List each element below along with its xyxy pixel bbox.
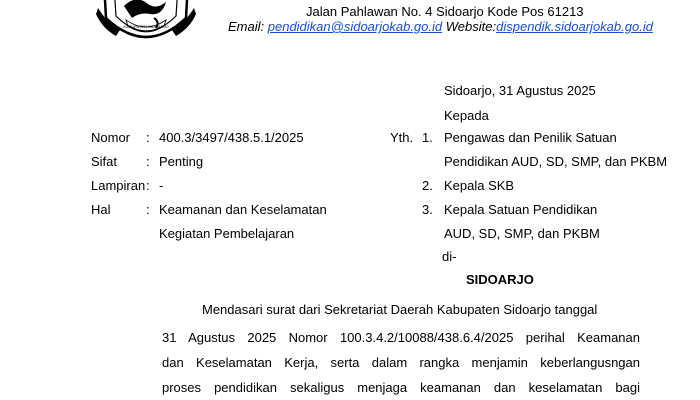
recipient-number: 3. — [422, 202, 433, 217]
colon: : — [146, 154, 150, 169]
colon: : — [146, 202, 150, 217]
office-address: Jalan Pahlawan No. 4 Sidoarjo Kode Pos 61213 — [306, 4, 584, 19]
nomor-label: Nomor — [91, 130, 131, 145]
recipient-line: Kepala SKB — [444, 178, 515, 193]
body-line: dan Keselamatan Kerja, serta dalam rangka menjamin keberlangusngan — [162, 355, 640, 370]
recipient-line: Pendidikan AUD, SD, SMP, dan PKBM — [444, 154, 668, 169]
hal-label: Hal — [91, 202, 111, 217]
body-line: proses pendidikan sekaligus menjaga keamanan dan keselamatan bagi — [162, 380, 640, 395]
recipient-line: Kepala Satuan Pendidikan — [444, 202, 598, 217]
email-link[interactable]: pendidikan@sidoarjokab.go.id — [267, 19, 443, 34]
recipient-number: 2. — [422, 178, 433, 193]
nomor-value: 400.3/3497/438.5.1/2025 — [159, 130, 304, 145]
body-line: Mendasari surat dari Sekretariat Daerah Kabupaten Sidoarjo tanggal — [202, 302, 598, 317]
lampiran-value: - — [159, 178, 164, 193]
di-label: di- — [442, 249, 457, 264]
lampiran-label: Lampiran — [91, 178, 146, 193]
recipient-number: 1. — [422, 130, 433, 145]
kepada-label: Kepada — [444, 108, 489, 123]
sifat-value: Penting — [159, 154, 204, 169]
hal-value: Keamanan dan Keselamatan — [159, 202, 327, 217]
recipient-line: Pengawas dan Penilik Satuan — [444, 130, 617, 145]
regency-crest-logo — [96, 0, 196, 44]
logo-caption: KABUPATEN SIDOARJO — [123, 24, 169, 29]
body-line: 31 Agustus 2025 Nomor 100.3.4.2/10088/438.6.4/2025 perihal Keamanan — [162, 330, 640, 345]
sifat-label: Sifat — [91, 154, 118, 169]
colon: : — [146, 178, 150, 193]
place-date: Sidoarjo, 31 Agustus 2025 — [444, 83, 596, 98]
website-link[interactable]: dispendik.sidoarjokab.go.id — [496, 19, 653, 34]
recipient-city: SIDOARJO — [466, 272, 534, 287]
hal-value: Kegiatan Pembelajaran — [159, 226, 295, 241]
yth-label: Yth. — [390, 130, 414, 145]
recipient-line: AUD, SD, SMP, dan PKBM — [444, 226, 600, 241]
colon: : — [146, 130, 150, 145]
contact-line: Email: pendidikan@sidoarjokab.go.id Website:dispendik.sidoarjokab.go.id — [228, 19, 653, 34]
